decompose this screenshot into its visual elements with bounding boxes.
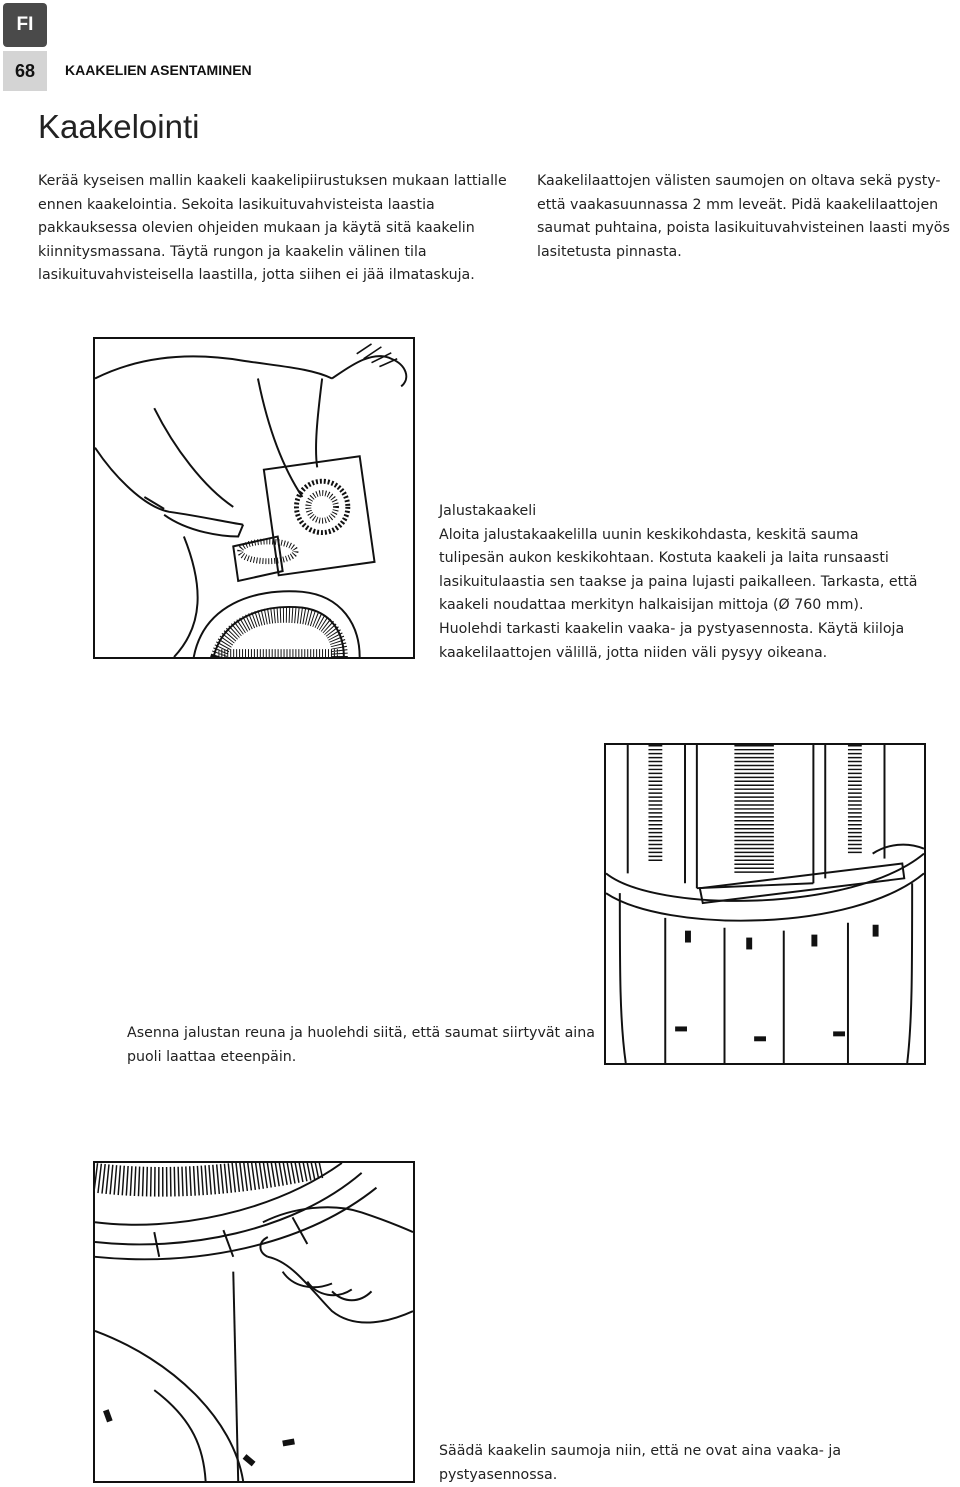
page-number-box [3, 51, 47, 91]
intro-left-paragraph: Kerää kyseisen mallin kaakeli kaakelipiirustuksen mukaan lattialle ennen kaakelointia. Sekoita lasikuituvahvisteista laastia pakkauksessa olevien ohjeiden mukaan ja käytä sitä kaakelin kiinnitysmassana. Täytä rungon ja kaakelin välinen tila lasikuituvahvisteisella laastilla, jotta siihen ei jää ilmataskuja. [38, 173, 507, 284]
illustration-applying-mortar [93, 337, 415, 659]
page-heading: Kaakelointi [38, 108, 200, 145]
caption-adjust-seams: Säädä kaakelin saumoja niin, että ne ovat aina vaaka- ja pystyasennossa. [439, 1443, 842, 1483]
base-tile-section [439, 500, 919, 665]
base-tile-text: Aloita jalustakaakelilla uunin keskikohdasta, keskitä sauma tulipesän aukon keskikohtaan. Kostuta kaakeli ja laita runsaasti lasikuitulaastia sen taakse ja paina lujasti paikalleen. Tarkasta, että kaakeli noudattaa merkityn halkaisijan mittoja (Ø 760 mm). Huolehdi tarkasti kaakelin vaaka- ja pystyasennosta. Käytä kiiloja kaakelilaattojen välillä, jotta niiden väli pysyy oikeana. [439, 526, 918, 661]
illustration-base-edge [604, 743, 926, 1065]
page-number: 68 [14, 60, 36, 81]
adjusting-seams-drawing [95, 1163, 413, 1481]
intro-right-paragraph: Kaakelilaattojen välisten saumojen on oltava sekä pysty- että vaakasuunnassa 2 mm leveät. Pidä kaakelilaattojen saumat puhtaina, poista lasikuituvahvisteinen laasti myös lasitetusta pinnasta. [537, 173, 950, 260]
mortar-application-drawing [95, 339, 413, 657]
base-tile-title: Jalustakaakeli [439, 503, 537, 519]
illustration-adjusting-seams [93, 1161, 415, 1483]
caption-base-edge: Asenna jalustan reuna ja huolehdi siitä, että saumat siirtyvät aina puoli laattaa eteenpäin. [127, 1025, 595, 1065]
language-badge [3, 3, 47, 47]
section-title: KAAKELIEN ASENTAMINEN [65, 62, 252, 78]
language-badge-label: FI [16, 14, 34, 35]
base-edge-drawing [606, 745, 924, 1063]
